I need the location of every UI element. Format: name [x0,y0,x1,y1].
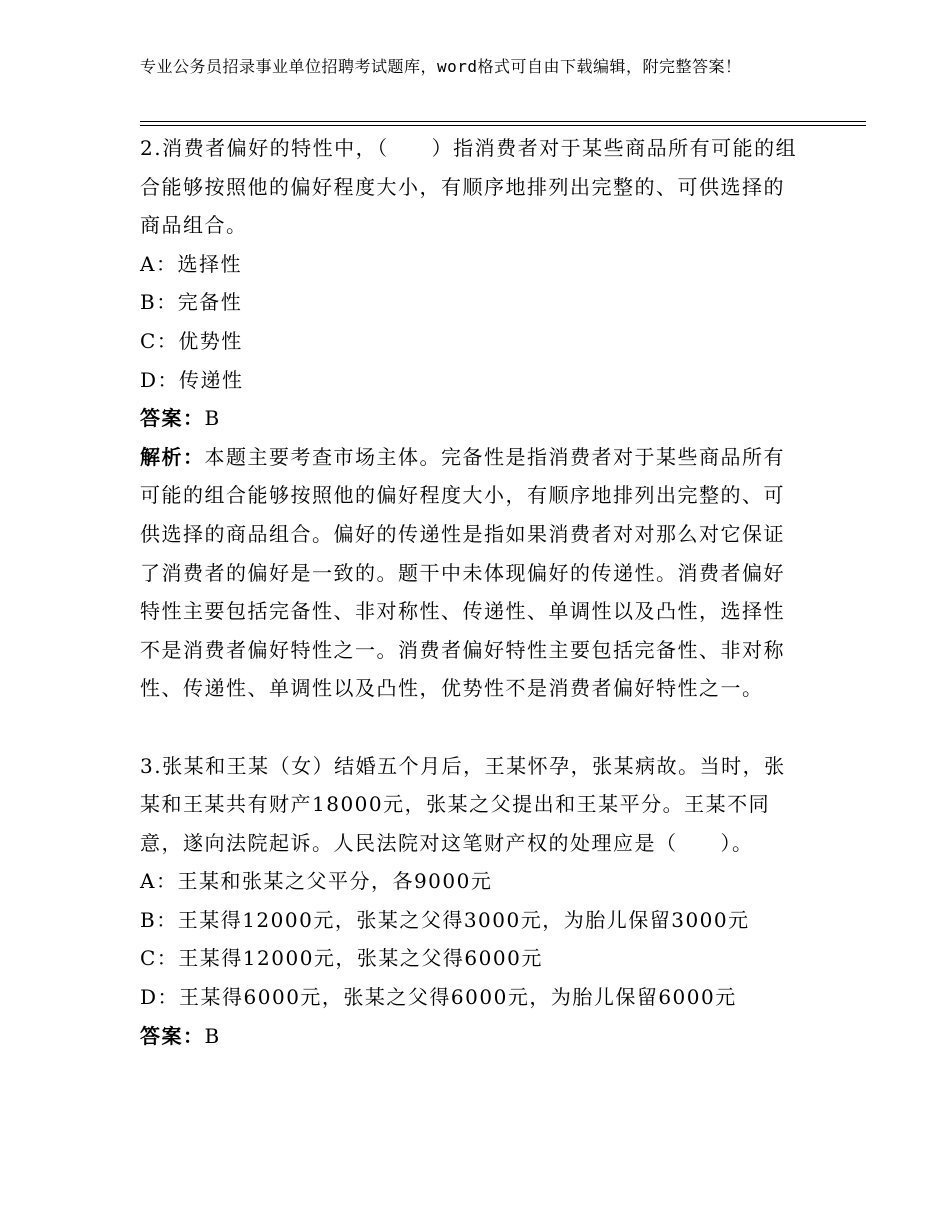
header-divider-bottom [140,125,866,126]
header-text: 专业公务员招录事业单位招聘考试题库，word格式可自由下载编辑，附完整答案！ [140,57,742,76]
option-a: A：王某和张某之父平分，各9000元 [140,869,493,894]
answer-label: 答案： [140,406,205,431]
answer-line [140,399,800,438]
option-b: B：完备性 [140,290,243,315]
document-header [140,56,790,78]
option-a: A：选择性 [140,251,242,276]
analysis-label: 解析： [140,444,205,469]
option-c: C：优势性 [140,328,243,353]
answer-label: 答案： [140,1023,205,1048]
option-d: D：传递性 [140,367,244,392]
option-c: C：王某得12000元，张某之父得6000元 [140,946,543,971]
answer-line [140,1017,800,1056]
analysis-text: 本题主要考查市场主体。完备性是指消费者对于某些商品所有可能的组合能够按照他的偏好程度大小，有顺序地排列出完整的、可供选择的商品组合。偏好的传递性是指如果消费者对对那么对它保证了消费者的偏好是一致的。题干中未体现偏好的传递性。消费者偏好特性主要包括完备性、非对称性、传递性、单调性以及凸性，选择性不是消费者偏好特性之一。消费者偏好特性主要包括完备性、非对称性、传递性、单调性以及凸性，优势性不是消费者偏好特性之一。 [140,444,785,701]
question-list [140,129,800,1055]
answer-value: B [204,406,221,431]
question-block [140,747,800,1056]
question-stem: 2.消费者偏好的特性中，（ ）指消费者对于某些商品所有可能的组合能够按照他的偏好程度大小，有顺序地排列出完整的、可供选择的商品组合。 [140,136,798,238]
question-block [140,129,800,708]
analysis-paragraph [140,438,800,708]
option-b: B：王某得12000元，张某之父得3000元，为胎儿保留3000元 [140,907,750,932]
question-spacer [140,708,800,747]
option-d: D：王某得6000元，张某之父得6000元，为胎儿保留6000元 [140,985,737,1010]
answer-value: B [204,1023,221,1048]
question-stem: 3.张某和王某（女）结婚五个月后，王某怀孕，张某病故。当时，张某和王某共有财产18000元，张某之父提出和王某平分。王某不同意，遂向法院起诉。人民法院对这笔财产权的处理应是（ ）。 [140,753,786,855]
header-divider-top [140,121,866,122]
